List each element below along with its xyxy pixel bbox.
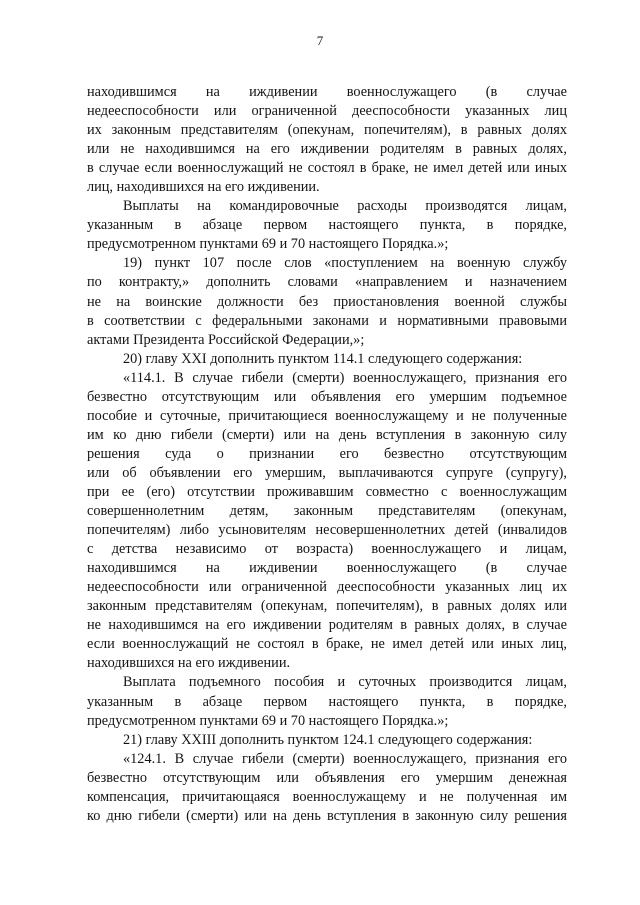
- text-line: законным представителям (опекунам, попечителям), в равных долях или: [87, 598, 567, 615]
- text-line: их законным представителям (опекунам, попечителям), в равных долях: [87, 122, 567, 139]
- text-line: Выплаты на командировочные расходы производятся лицам,: [123, 198, 567, 215]
- text-line: совершеннолетним детям, законным представителям (опекунам,: [87, 503, 567, 520]
- text-line: 21) главу XXIII дополнить пунктом 124.1 следующего содержания:: [123, 731, 533, 748]
- text-line: Выплата подъемного пособия и суточных производится лицам,: [123, 674, 567, 691]
- text-line: указанным в абзаце первом настоящего пункта, в порядке,: [87, 217, 567, 234]
- text-line: ко дню гибели (смерти) или на день вступления в законную силу решения: [87, 807, 567, 824]
- text-line: компенсация, причитающаяся военнослужащему и не полученная им: [87, 788, 567, 805]
- text-line: находившихся на его иждивении.: [87, 655, 291, 672]
- text-line: если военнослужащий не состоял в браке, не имел детей или иных лиц,: [87, 636, 567, 653]
- text-line: 19) пункт 107 после слов «поступлением на военную службу: [123, 255, 567, 272]
- text-line: «124.1. В случае гибели (смерти) военнослужащего, признания его: [123, 750, 567, 767]
- text-line: или об объявлении его умершим, выплачиваются супруге (супругу),: [87, 464, 567, 481]
- text-line: находившимся на иждивении военнослужащего (в случае: [87, 84, 567, 100]
- text-line: в соответствии с федеральными законами и нормативными правовыми: [87, 312, 567, 329]
- text-line: с детства независимо от возраста) военнослужащего и лицам,: [87, 541, 567, 558]
- text-line: при ее (его) отсутствии проживавшим совместно с военнослужащим: [87, 483, 567, 500]
- text-line: находившимся на иждивении военнослужащего (в случае: [87, 560, 567, 577]
- text-line: указанным в абзаце первом настоящего пункта, в порядке,: [87, 693, 567, 710]
- text-line: попечителям) либо усыновителям несовершеннолетних детей (инвалидов: [87, 522, 567, 539]
- text-line: или не находившимся на его иждивении родителям в равных долях,: [87, 141, 567, 158]
- text-line: 20) главу XXI дополнить пунктом 114.1 следующего содержания:: [123, 350, 523, 367]
- text-line: не находившимся на его иждивении родителям в равных долях, в случае: [87, 617, 567, 634]
- text-line: актами Президента Российской Федерации,»;: [87, 331, 365, 348]
- text-line: предусмотренном пунктами 69 и 70 настоящего Порядка.»;: [87, 236, 449, 253]
- text-line: безвестно отсутствующим или объявления его умершим подъемное: [87, 388, 567, 405]
- text-line: недееспособности или ограниченной дееспособности указанных лиц: [87, 103, 567, 120]
- page-number: 7: [316, 33, 324, 48]
- document-body: [87, 83, 567, 826]
- text-line: в случае если военнослужащий не состоял в браке, не имел детей или иных: [87, 160, 567, 177]
- text-line: пособие и суточные, причитающиеся военнослужащему и не полученные: [87, 407, 567, 424]
- text-line: не на воинские должности без приостановления военной службы: [87, 293, 567, 310]
- text-line: лиц, находившихся на его иждивении.: [87, 179, 320, 196]
- text-line: «114.1. В случае гибели (смерти) военнослужащего, признания его: [123, 369, 567, 386]
- text-line: по контракту,» дополнить словами «направлением и назначением: [87, 274, 567, 291]
- text-line: решения суда о признании его безвестно отсутствующим: [87, 445, 567, 462]
- text-line: безвестно отсутствующим или объявления его умершим денежная: [87, 769, 567, 786]
- text-line: недееспособности или ограниченной дееспособности указанных лиц их: [87, 579, 567, 596]
- text-line: предусмотренном пунктами 69 и 70 настоящего Порядка.»;: [87, 712, 449, 729]
- text-line: им ко дню гибели (смерти) или на день вступления в законную силу: [87, 426, 567, 443]
